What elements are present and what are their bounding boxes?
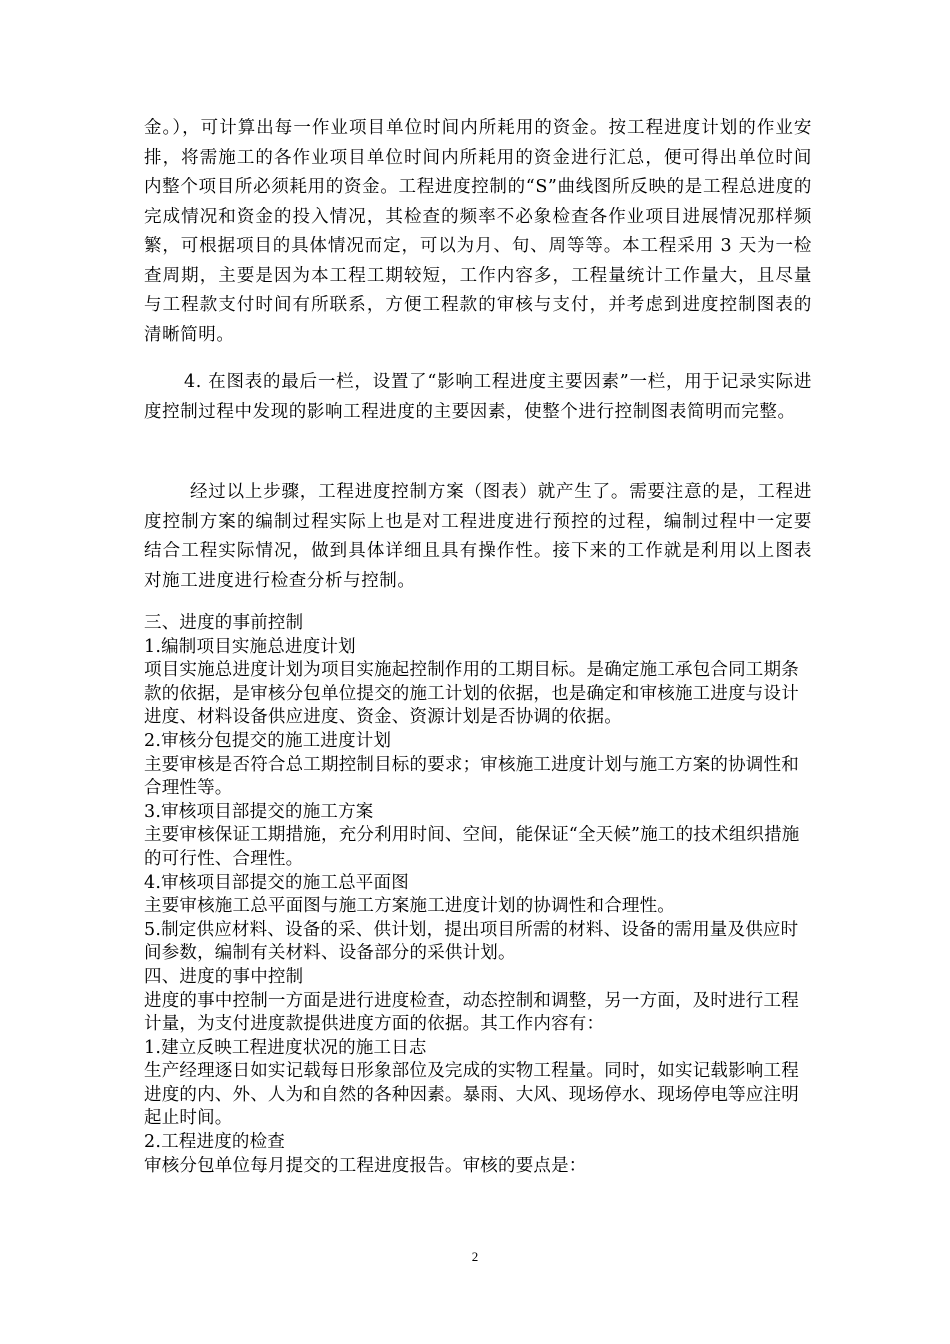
item-heading: 5.制定供应材料、设备的采、供计划，提出项目所需的材料、设备的需用量及供应时间参数，编制有关材料、设备部分的采供计划。 xyxy=(144,919,799,964)
item-heading: 4.审核项目部提交的施工总平面图 xyxy=(144,872,409,893)
item-body: 主要审核是否符合总工期控制目标的要求；审核施工进度计划与施工方案的协调性和合理性等。 xyxy=(144,754,799,799)
page-number: 2 xyxy=(471,1249,479,1264)
section-progress-control xyxy=(144,612,812,1178)
paragraph-s-curve xyxy=(144,114,812,350)
item-body: 项目实施总进度计划为项目实施起控制作用的工期目标。是确定施工承包合同工期条款的依据，是审核分包单位提交的施工计划的依据，也是确定和审核施工进度与设计进度、材料设备供应进度、资金、资源计划是否协调的依据。 xyxy=(144,660,799,728)
item-body: 主要审核保证工期措施，充分利用时间、空间，能保证“全天候”施工的技术组织措施的可行性、合理性。 xyxy=(144,825,800,869)
item-heading: 1.编制项目实施总进度计划 xyxy=(144,636,356,657)
item-body: 进度的事中控制一方面是进行进度检查，动态控制和调整，另一方面，及时进行工程计量，为支付进度款提供进度方面的依据。其工作内容有： xyxy=(144,990,799,1035)
section-heading: 四、进度的事中控制 xyxy=(144,966,304,987)
item-heading: 1.建立反映工程进度状况的施工日志 xyxy=(144,1037,427,1058)
paragraph-text: 金。），可计算出每一作业项目单位时间内所耗用的资金。按工程进度计划的作业安排，将需施工的各作业项目单位时间内所耗用的资金进行汇总，便可得出单位时间内整个项目所必须耗用的资金。工程进度控制的“S”曲线图所反映的是工程总进度的完成情况和资金的投入情况，其检查的频率不必象检查各作业项目进展情况那样频繁，可根据项目的具体情况而定，可以为月、旬、周等等。本工程采用 3 天为一检查周期，主要是因为本工程工期较短，工作内容多，工程量统计工作量大，且尽量与工程款支付时间有所联系，方便工程款的审核与支付，并考虑到进度控制图表的清晰简明。 xyxy=(144,118,812,345)
item-body: 主要审核施工总平面图与施工方案施工进度计划的协调性和合理性。 xyxy=(144,896,675,917)
item-body: 生产经理逐日如实记载每日形象部位及完成的实物工程量。同时，如实记载影响工程进度的内、外、人为和自然的各种因素。暴雨、大风、现场停水、现场停电等应注明起止时间。 xyxy=(144,1061,799,1129)
item-heading: 2.审核分包提交的施工进度计划 xyxy=(144,730,392,751)
section-heading: 三、进度的事前控制 xyxy=(144,613,304,633)
paragraph-summary xyxy=(144,478,812,596)
item-heading: 3.审核项目部提交的施工方案 xyxy=(144,801,374,822)
paragraph-text: 4. 在图表的最后一栏，设置了“影响工程进度主要因素”一栏，用于记录实际进度控制过程中发现的影响工程进度的主要因素，使整个进行控制图表简明而完整。 xyxy=(144,372,812,422)
paragraph-item-4 xyxy=(144,368,812,427)
paragraph-text: 经过以上步骤，工程进度控制方案（图表）就产生了。需要注意的是，工程进度控制方案的编制过程实际上也是对工程进度进行预控的过程，编制过程中一定要结合工程实际情况，做到具体详细且具有操作性。接下来的工作就是利用以上图表对施工进度进行检查分析与控制。 xyxy=(144,482,812,591)
item-body: 审核分包单位每月提交的工程进度报告。审核的要点是： xyxy=(144,1155,587,1176)
item-heading: 2.工程进度的检查 xyxy=(144,1132,285,1153)
